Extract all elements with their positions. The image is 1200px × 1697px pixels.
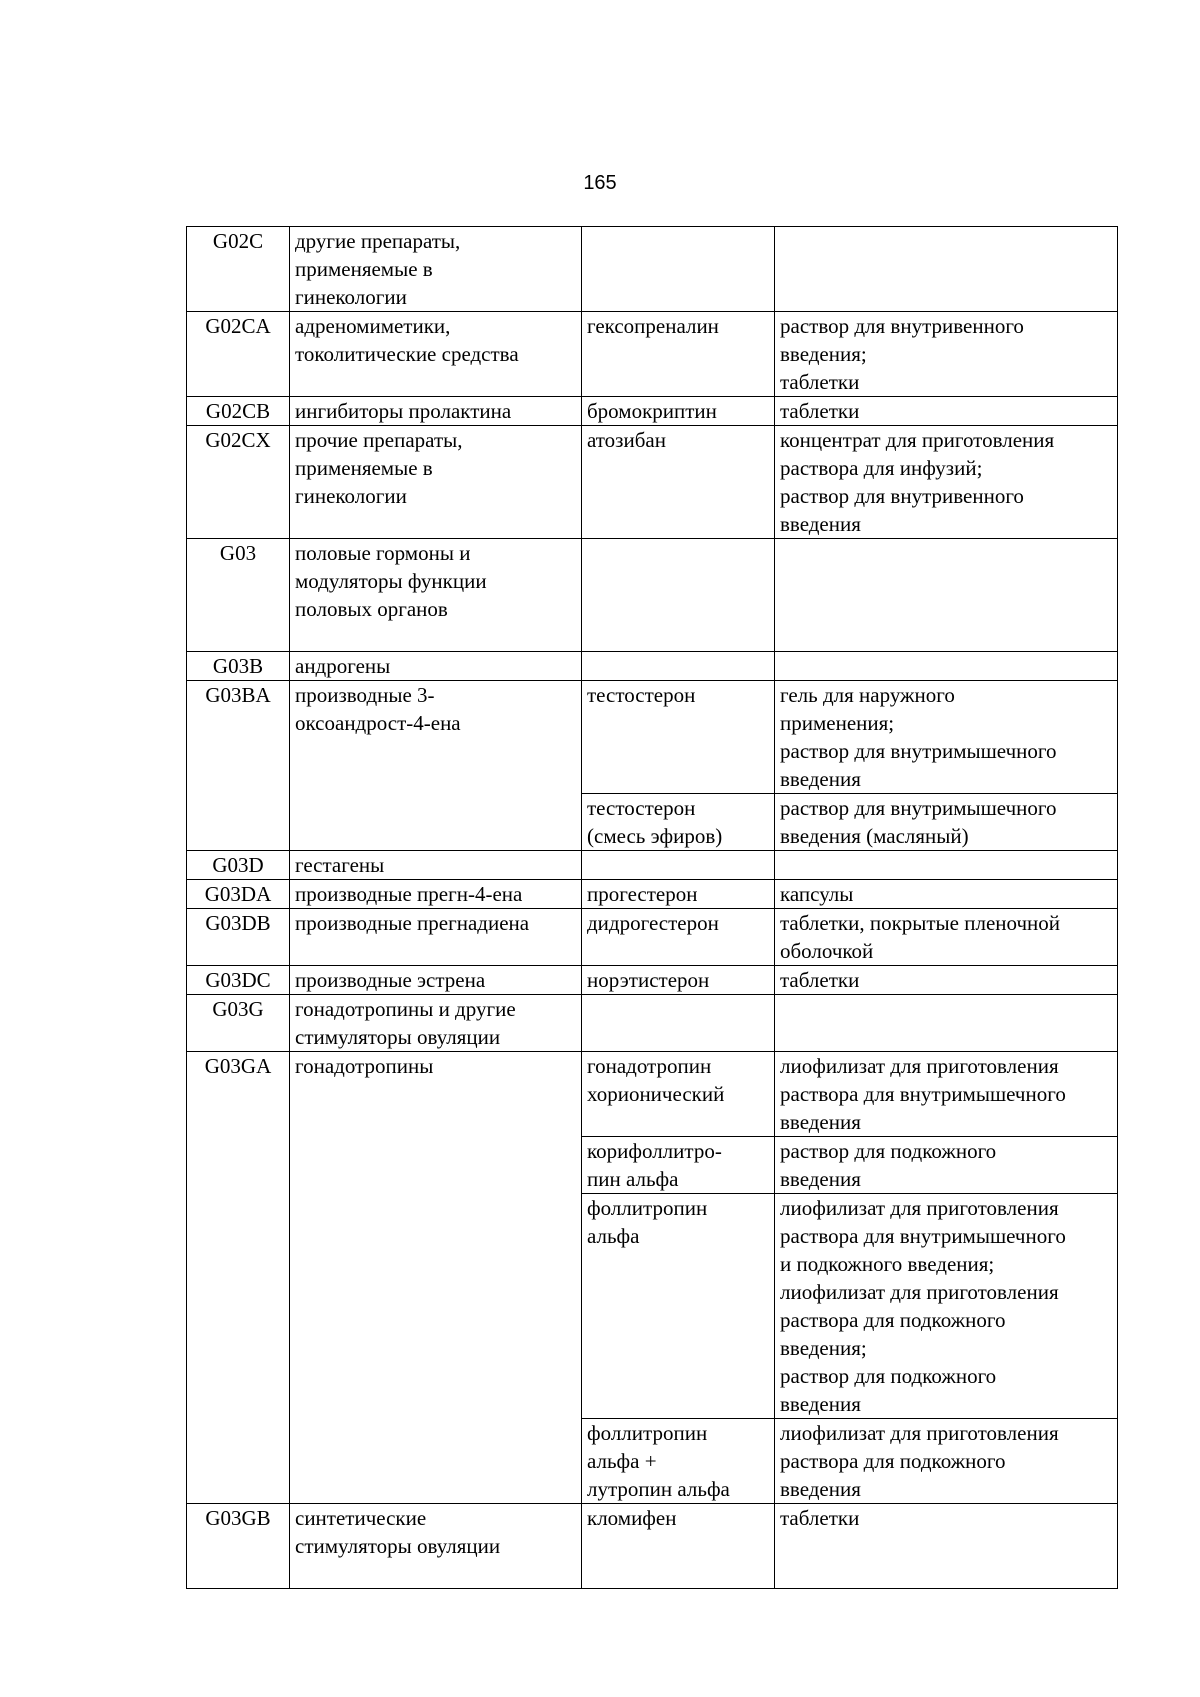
table-row xyxy=(187,851,1118,880)
atc-code-cell: G03G xyxy=(187,995,290,1052)
dosage-form-cell: лиофилизат для приготовления раствора для внутримышечного введения xyxy=(775,1052,1118,1137)
dosage-form-cell: раствор для внутривенного введения; таблетки xyxy=(775,312,1118,397)
table-row xyxy=(187,1052,1118,1137)
table-row xyxy=(187,909,1118,966)
atc-code-cell: G03BA xyxy=(187,681,290,851)
atc-code-cell: G03B xyxy=(187,652,290,681)
atc-code-cell: G02C xyxy=(187,227,290,312)
atc-code-cell: G03 xyxy=(187,539,290,652)
drug-name-cell xyxy=(582,995,775,1052)
atc-code-cell: G02CB xyxy=(187,397,290,426)
drug-name-cell: тестостерон xyxy=(582,681,775,794)
dosage-form-cell xyxy=(775,652,1118,681)
group-name-cell: производные эстрена xyxy=(290,966,582,995)
drug-name-cell xyxy=(582,539,775,652)
table-row xyxy=(187,539,1118,652)
drug-name-cell: тестостерон (смесь эфиров) xyxy=(582,794,775,851)
group-name-cell: синтетические стимуляторы овуляции xyxy=(290,1504,582,1589)
group-name-cell: производные 3- оксоандрост-4-ена xyxy=(290,681,582,851)
dosage-form-cell: таблетки xyxy=(775,966,1118,995)
drug-name-cell xyxy=(582,652,775,681)
drug-name-cell xyxy=(582,851,775,880)
drug-name-cell: гонадотропин хорионический xyxy=(582,1052,775,1137)
dosage-form-cell: таблетки xyxy=(775,397,1118,426)
table-row xyxy=(187,681,1118,794)
dosage-form-cell: гель для наружного применения; раствор для внутримышечного введения xyxy=(775,681,1118,794)
dosage-form-cell: таблетки, покрытые пленочной оболочкой xyxy=(775,909,1118,966)
group-name-cell: ингибиторы пролактина xyxy=(290,397,582,426)
drug-name-cell: атозибан xyxy=(582,426,775,539)
dosage-form-cell: раствор для внутримышечного введения (масляный) xyxy=(775,794,1118,851)
table-row xyxy=(187,312,1118,397)
atc-code-cell: G03DC xyxy=(187,966,290,995)
dosage-form-cell: концентрат для приготовления раствора для инфузий; раствор для внутривенного введения xyxy=(775,426,1118,539)
atc-code-cell: G03GB xyxy=(187,1504,290,1589)
atc-code-cell: G03DA xyxy=(187,880,290,909)
atc-code-cell: G02CX xyxy=(187,426,290,539)
table-row xyxy=(187,995,1118,1052)
table-row xyxy=(187,227,1118,312)
group-name-cell: гестагены xyxy=(290,851,582,880)
drug-name-cell: корифоллитро- пин альфа xyxy=(582,1137,775,1194)
group-name-cell: производные прегнадиена xyxy=(290,909,582,966)
dosage-form-cell xyxy=(775,851,1118,880)
table-row xyxy=(187,1504,1118,1589)
table-row xyxy=(187,966,1118,995)
page-number: 165 xyxy=(583,172,617,194)
atc-code-cell: G03DB xyxy=(187,909,290,966)
dosage-form-cell: раствор для подкожного введения xyxy=(775,1137,1118,1194)
drug-classification-table xyxy=(186,226,1118,1589)
group-name-cell: другие препараты, применяемые в гинекологии xyxy=(290,227,582,312)
atc-code-cell: G03D xyxy=(187,851,290,880)
dosage-form-cell xyxy=(775,227,1118,312)
atc-code-cell: G02CA xyxy=(187,312,290,397)
dosage-form-cell: лиофилизат для приготовления раствора для внутримышечного и подкожного введения; лиофилизат для приготовления раствора для подкожного введения; раствор для подкожного введения xyxy=(775,1194,1118,1419)
group-name-cell: половые гормоны и модуляторы функции половых органов xyxy=(290,539,582,652)
drug-name-cell: прогестерон xyxy=(582,880,775,909)
group-name-cell: прочие препараты, применяемые в гинекологии xyxy=(290,426,582,539)
group-name-cell: андрогены xyxy=(290,652,582,681)
drug-name-cell: бромокриптин xyxy=(582,397,775,426)
group-name-cell: адреномиметики, токолитические средства xyxy=(290,312,582,397)
drug-name-cell xyxy=(582,227,775,312)
group-name-cell: производные прегн-4-ена xyxy=(290,880,582,909)
drug-name-cell: кломифен xyxy=(582,1504,775,1589)
atc-code-cell: G03GA xyxy=(187,1052,290,1504)
drug-name-cell: фоллитропин альфа xyxy=(582,1194,775,1419)
drug-name-cell: дидрогестерон xyxy=(582,909,775,966)
dosage-form-cell: таблетки xyxy=(775,1504,1118,1589)
table-row xyxy=(187,880,1118,909)
dosage-form-cell xyxy=(775,995,1118,1052)
drug-name-cell: норэтистерон xyxy=(582,966,775,995)
table-row xyxy=(187,426,1118,539)
group-name-cell: гонадотропины и другие стимуляторы овуляции xyxy=(290,995,582,1052)
drug-name-cell: фоллитропин альфа + лутропин альфа xyxy=(582,1419,775,1504)
table-row xyxy=(187,652,1118,681)
dosage-form-cell: капсулы xyxy=(775,880,1118,909)
dosage-form-cell xyxy=(775,539,1118,652)
group-name-cell: гонадотропины xyxy=(290,1052,582,1504)
drug-name-cell: гексопреналин xyxy=(582,312,775,397)
dosage-form-cell: лиофилизат для приготовления раствора для подкожного введения xyxy=(775,1419,1118,1504)
table-row xyxy=(187,397,1118,426)
